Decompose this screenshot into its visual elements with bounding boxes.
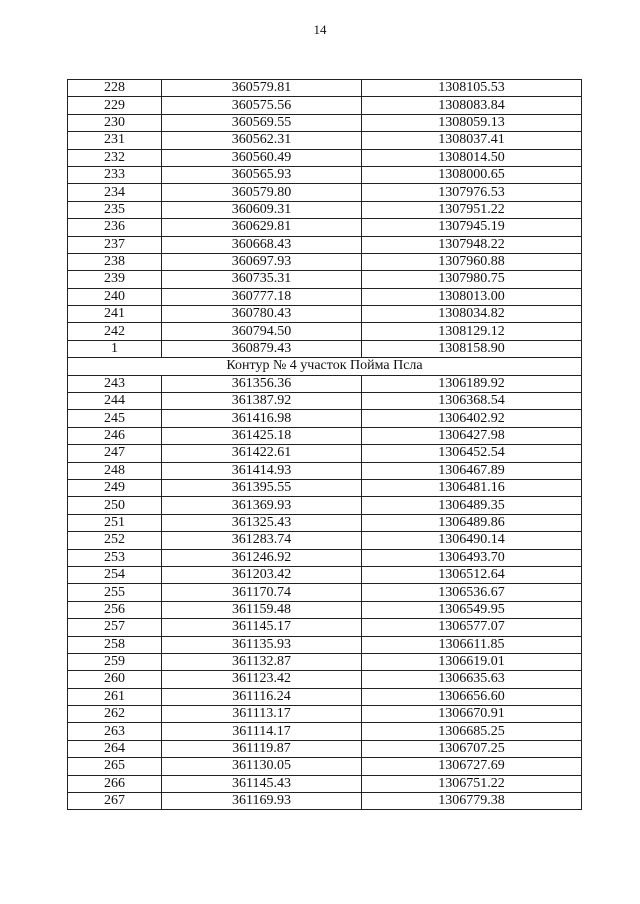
x-coordinate-cell: 360780.43 bbox=[162, 306, 362, 323]
y-coordinate-cell: 1306489.86 bbox=[362, 514, 582, 531]
table-row bbox=[68, 445, 582, 462]
table-row bbox=[68, 201, 582, 218]
x-coordinate-cell: 361395.55 bbox=[162, 479, 362, 496]
table-row bbox=[68, 584, 582, 601]
point-number-cell: 236 bbox=[68, 219, 162, 236]
x-coordinate-cell: 361169.93 bbox=[162, 793, 362, 810]
y-coordinate-cell: 1308000.65 bbox=[362, 166, 582, 183]
x-coordinate-cell: 360569.55 bbox=[162, 114, 362, 131]
table-row bbox=[68, 775, 582, 792]
y-coordinate-cell: 1306577.07 bbox=[362, 619, 582, 636]
table-row bbox=[68, 393, 582, 410]
x-coordinate-cell: 360629.81 bbox=[162, 219, 362, 236]
point-number-cell: 262 bbox=[68, 706, 162, 723]
point-number-cell: 252 bbox=[68, 532, 162, 549]
x-coordinate-cell: 360794.50 bbox=[162, 323, 362, 340]
point-number-cell: 243 bbox=[68, 375, 162, 392]
x-coordinate-cell: 360560.49 bbox=[162, 149, 362, 166]
x-coordinate-cell: 361283.74 bbox=[162, 532, 362, 549]
table-row bbox=[68, 410, 582, 427]
table-row bbox=[68, 375, 582, 392]
y-coordinate-cell: 1307945.19 bbox=[362, 219, 582, 236]
point-number-cell: 260 bbox=[68, 671, 162, 688]
y-coordinate-cell: 1308014.50 bbox=[362, 149, 582, 166]
table-row bbox=[68, 80, 582, 97]
point-number-cell: 232 bbox=[68, 149, 162, 166]
y-coordinate-cell: 1306512.64 bbox=[362, 566, 582, 583]
y-coordinate-cell: 1308059.13 bbox=[362, 114, 582, 131]
point-number-cell: 254 bbox=[68, 566, 162, 583]
x-coordinate-cell: 360697.93 bbox=[162, 253, 362, 270]
point-number-cell: 238 bbox=[68, 253, 162, 270]
x-coordinate-cell: 361145.17 bbox=[162, 619, 362, 636]
table-row bbox=[68, 97, 582, 114]
point-number-cell: 234 bbox=[68, 184, 162, 201]
y-coordinate-cell: 1307960.88 bbox=[362, 253, 582, 270]
table-row bbox=[68, 566, 582, 583]
table-row bbox=[68, 288, 582, 305]
y-coordinate-cell: 1306656.60 bbox=[362, 688, 582, 705]
page-number: 14 bbox=[313, 22, 327, 37]
y-coordinate-cell: 1306779.38 bbox=[362, 793, 582, 810]
point-number-cell: 237 bbox=[68, 236, 162, 253]
y-coordinate-cell: 1306189.92 bbox=[362, 375, 582, 392]
table-row bbox=[68, 166, 582, 183]
y-coordinate-cell: 1306402.92 bbox=[362, 410, 582, 427]
x-coordinate-cell: 361132.87 bbox=[162, 653, 362, 670]
point-number-cell: 241 bbox=[68, 306, 162, 323]
y-coordinate-cell: 1306452.54 bbox=[362, 445, 582, 462]
y-coordinate-cell: 1308129.12 bbox=[362, 323, 582, 340]
section-row-group bbox=[68, 358, 582, 375]
point-number-cell: 239 bbox=[68, 271, 162, 288]
table-row bbox=[68, 514, 582, 531]
table-row bbox=[68, 653, 582, 670]
x-coordinate-cell: 361246.92 bbox=[162, 549, 362, 566]
x-coordinate-cell: 361422.61 bbox=[162, 445, 362, 462]
y-coordinate-cell: 1306489.35 bbox=[362, 497, 582, 514]
table-row bbox=[68, 549, 582, 566]
y-coordinate-cell: 1308083.84 bbox=[362, 97, 582, 114]
point-number-cell: 247 bbox=[68, 445, 162, 462]
point-number-cell: 230 bbox=[68, 114, 162, 131]
point-number-cell: 267 bbox=[68, 793, 162, 810]
x-coordinate-cell: 360575.56 bbox=[162, 97, 362, 114]
point-number-cell: 258 bbox=[68, 636, 162, 653]
x-coordinate-cell: 361387.92 bbox=[162, 393, 362, 410]
x-coordinate-cell: 360565.93 bbox=[162, 166, 362, 183]
table-row bbox=[68, 497, 582, 514]
point-number-cell: 1 bbox=[68, 340, 162, 357]
point-number-cell: 261 bbox=[68, 688, 162, 705]
table-row bbox=[68, 671, 582, 688]
x-coordinate-cell: 361425.18 bbox=[162, 427, 362, 444]
y-coordinate-cell: 1308158.90 bbox=[362, 340, 582, 357]
point-number-cell: 235 bbox=[68, 201, 162, 218]
point-number-cell: 242 bbox=[68, 323, 162, 340]
point-number-cell: 245 bbox=[68, 410, 162, 427]
point-number-cell: 264 bbox=[68, 740, 162, 757]
x-coordinate-cell: 361135.93 bbox=[162, 636, 362, 653]
point-number-cell: 231 bbox=[68, 132, 162, 149]
point-number-cell: 228 bbox=[68, 80, 162, 97]
point-number-cell: 259 bbox=[68, 653, 162, 670]
point-number-cell: 244 bbox=[68, 393, 162, 410]
table-row bbox=[68, 636, 582, 653]
table-row bbox=[68, 619, 582, 636]
table-row bbox=[68, 688, 582, 705]
point-number-cell: 266 bbox=[68, 775, 162, 792]
x-coordinate-cell: 361170.74 bbox=[162, 584, 362, 601]
x-coordinate-cell: 360609.31 bbox=[162, 201, 362, 218]
table-row bbox=[68, 340, 582, 357]
point-number-cell: 229 bbox=[68, 97, 162, 114]
table-row bbox=[68, 723, 582, 740]
point-number-cell: 240 bbox=[68, 288, 162, 305]
y-coordinate-cell: 1306670.91 bbox=[362, 706, 582, 723]
table-row bbox=[68, 706, 582, 723]
table-row bbox=[68, 253, 582, 270]
table-row bbox=[68, 323, 582, 340]
table-row bbox=[68, 219, 582, 236]
x-coordinate-cell: 360879.43 bbox=[162, 340, 362, 357]
y-coordinate-cell: 1306427.98 bbox=[362, 427, 582, 444]
section-row bbox=[68, 358, 582, 375]
x-coordinate-cell: 360579.80 bbox=[162, 184, 362, 201]
point-number-cell: 233 bbox=[68, 166, 162, 183]
point-number-cell: 256 bbox=[68, 601, 162, 618]
coordinates-table-body-top bbox=[68, 80, 582, 358]
x-coordinate-cell: 361416.98 bbox=[162, 410, 362, 427]
point-number-cell: 248 bbox=[68, 462, 162, 479]
table-row bbox=[68, 601, 582, 618]
y-coordinate-cell: 1308034.82 bbox=[362, 306, 582, 323]
y-coordinate-cell: 1306751.22 bbox=[362, 775, 582, 792]
y-coordinate-cell: 1306368.54 bbox=[362, 393, 582, 410]
y-coordinate-cell: 1306707.25 bbox=[362, 740, 582, 757]
y-coordinate-cell: 1306549.95 bbox=[362, 601, 582, 618]
table-row bbox=[68, 758, 582, 775]
x-coordinate-cell: 360579.81 bbox=[162, 80, 362, 97]
y-coordinate-cell: 1306727.69 bbox=[362, 758, 582, 775]
x-coordinate-cell: 360735.31 bbox=[162, 271, 362, 288]
table-row bbox=[68, 427, 582, 444]
x-coordinate-cell: 360562.31 bbox=[162, 132, 362, 149]
y-coordinate-cell: 1307951.22 bbox=[362, 201, 582, 218]
x-coordinate-cell: 361130.05 bbox=[162, 758, 362, 775]
table-row bbox=[68, 479, 582, 496]
x-coordinate-cell: 361113.17 bbox=[162, 706, 362, 723]
y-coordinate-cell: 1307976.53 bbox=[362, 184, 582, 201]
y-coordinate-cell: 1306536.67 bbox=[362, 584, 582, 601]
y-coordinate-cell: 1307980.75 bbox=[362, 271, 582, 288]
x-coordinate-cell: 360668.43 bbox=[162, 236, 362, 253]
point-number-cell: 263 bbox=[68, 723, 162, 740]
y-coordinate-cell: 1306685.25 bbox=[362, 723, 582, 740]
table-row bbox=[68, 114, 582, 131]
y-coordinate-cell: 1308105.53 bbox=[362, 80, 582, 97]
x-coordinate-cell: 361159.48 bbox=[162, 601, 362, 618]
x-coordinate-cell: 361356.36 bbox=[162, 375, 362, 392]
y-coordinate-cell: 1307948.22 bbox=[362, 236, 582, 253]
x-coordinate-cell: 361123.42 bbox=[162, 671, 362, 688]
section-title: Контур № 4 участок Пойма Псла bbox=[68, 358, 582, 375]
x-coordinate-cell: 361116.24 bbox=[162, 688, 362, 705]
y-coordinate-cell: 1308013.00 bbox=[362, 288, 582, 305]
coordinates-table-body-bottom bbox=[68, 375, 582, 810]
y-coordinate-cell: 1306611.85 bbox=[362, 636, 582, 653]
table-row bbox=[68, 793, 582, 810]
point-number-cell: 253 bbox=[68, 549, 162, 566]
table-row bbox=[68, 306, 582, 323]
table-row bbox=[68, 132, 582, 149]
point-number-cell: 257 bbox=[68, 619, 162, 636]
y-coordinate-cell: 1306490.14 bbox=[362, 532, 582, 549]
x-coordinate-cell: 361325.43 bbox=[162, 514, 362, 531]
table-row bbox=[68, 184, 582, 201]
point-number-cell: 255 bbox=[68, 584, 162, 601]
x-coordinate-cell: 361369.93 bbox=[162, 497, 362, 514]
y-coordinate-cell: 1306481.16 bbox=[362, 479, 582, 496]
point-number-cell: 246 bbox=[68, 427, 162, 444]
table-row bbox=[68, 740, 582, 757]
x-coordinate-cell: 361203.42 bbox=[162, 566, 362, 583]
point-number-cell: 250 bbox=[68, 497, 162, 514]
table-row bbox=[68, 271, 582, 288]
point-number-cell: 265 bbox=[68, 758, 162, 775]
x-coordinate-cell: 360777.18 bbox=[162, 288, 362, 305]
table-row bbox=[68, 532, 582, 549]
table-row bbox=[68, 236, 582, 253]
table-row bbox=[68, 462, 582, 479]
x-coordinate-cell: 361114.17 bbox=[162, 723, 362, 740]
y-coordinate-cell: 1306467.89 bbox=[362, 462, 582, 479]
y-coordinate-cell: 1306493.70 bbox=[362, 549, 582, 566]
point-number-cell: 251 bbox=[68, 514, 162, 531]
y-coordinate-cell: 1306635.63 bbox=[362, 671, 582, 688]
x-coordinate-cell: 361414.93 bbox=[162, 462, 362, 479]
coordinates-table bbox=[67, 79, 582, 810]
point-number-cell: 249 bbox=[68, 479, 162, 496]
y-coordinate-cell: 1306619.01 bbox=[362, 653, 582, 670]
table-row bbox=[68, 149, 582, 166]
x-coordinate-cell: 361145.43 bbox=[162, 775, 362, 792]
x-coordinate-cell: 361119.87 bbox=[162, 740, 362, 757]
y-coordinate-cell: 1308037.41 bbox=[362, 132, 582, 149]
